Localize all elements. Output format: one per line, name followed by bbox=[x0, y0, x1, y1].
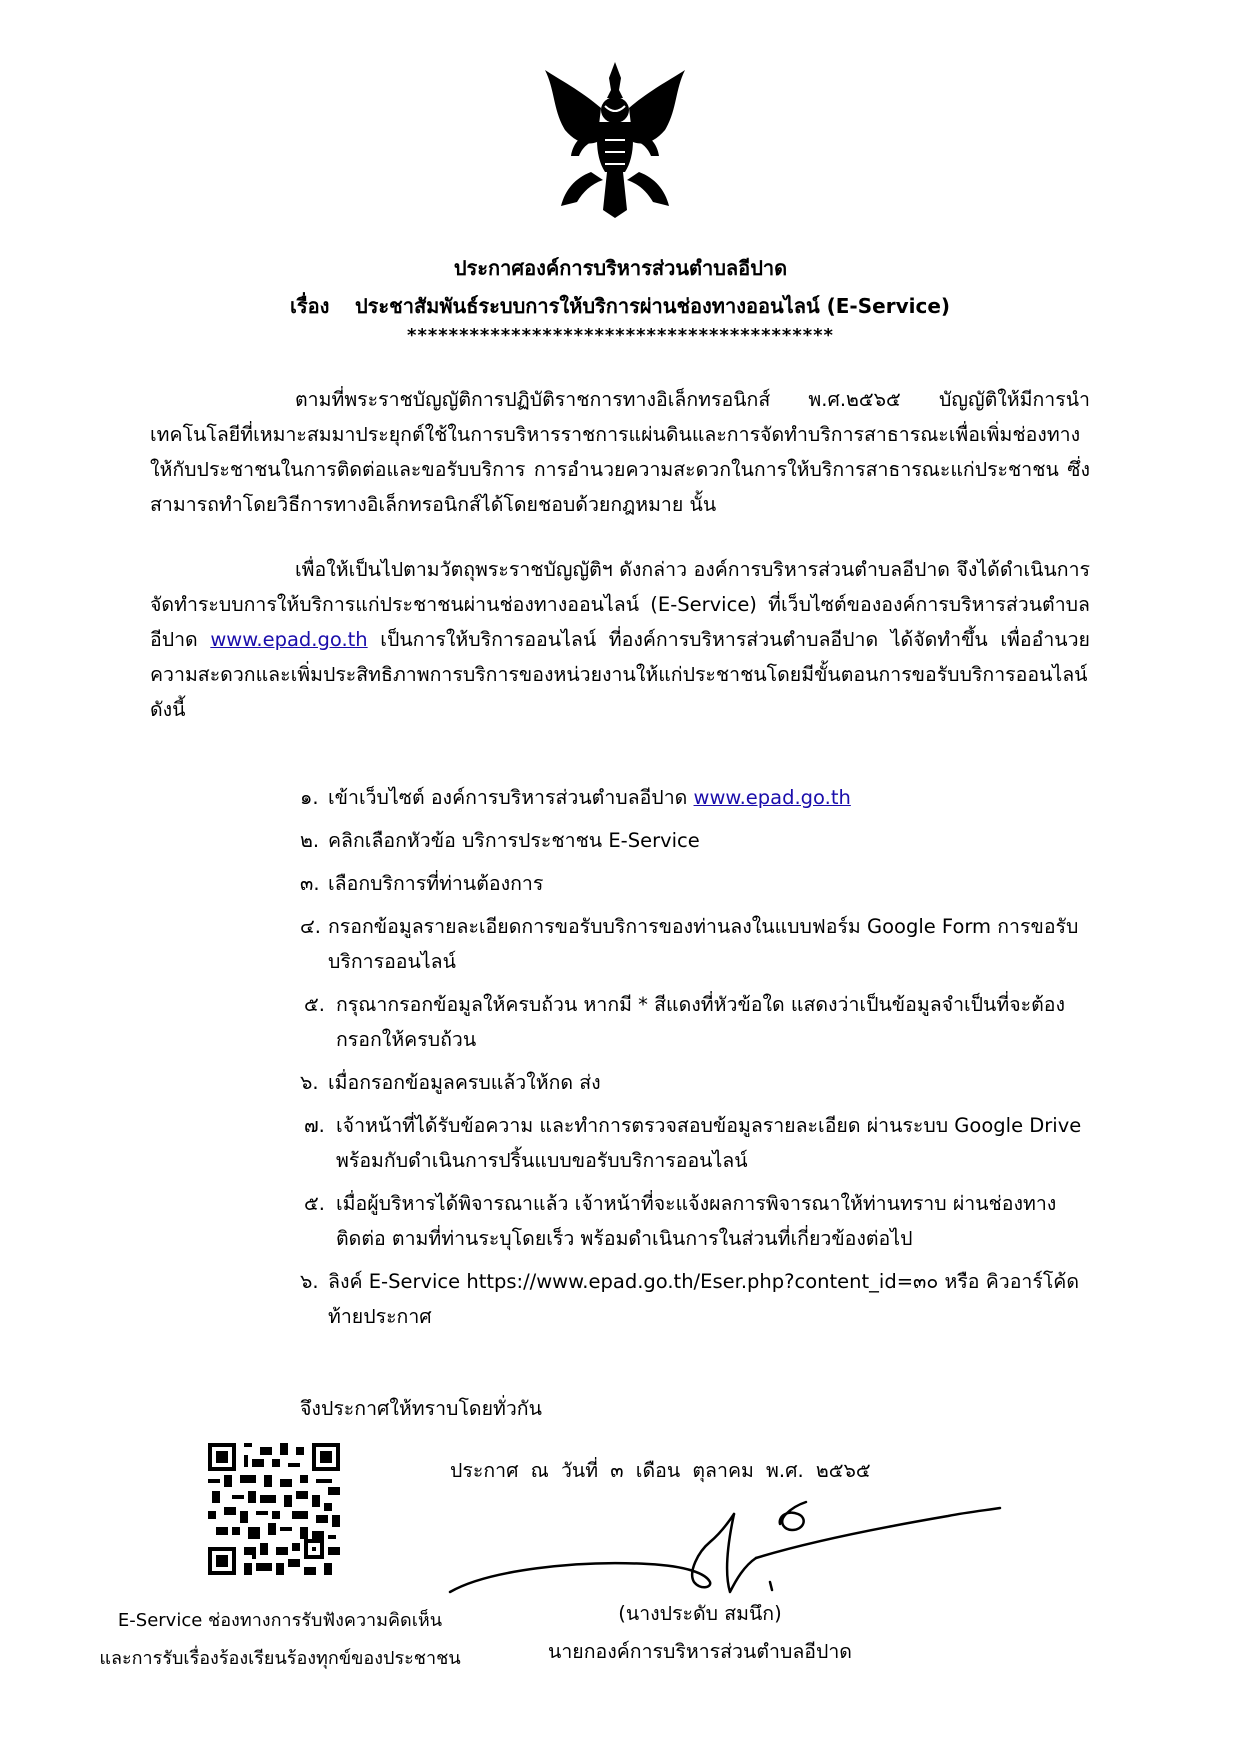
step-number: ๔. bbox=[300, 915, 321, 938]
step-number: ๓. bbox=[300, 872, 320, 895]
step-number: ๗. bbox=[304, 1114, 325, 1137]
paragraph-2-text-b: เป็นการให้บริการออนไลน์ ที่องค์การบริหารส่วนตำบลอีปาด ได้จัดทำขึ้น เพื่ออำนวยความสะดวกและเพิ่มประสิทธิภาพการบริการของหน่วยงานให้แก่ประชาชนโดยมีขั้นตอนการขอรับบริการออนไลน์ ดังนี้ bbox=[150, 628, 1090, 721]
step-text: กรุณากรอกข้อมูลให้ครบถ้วน หากมี * สีแดงที่หัวข้อใด แสดงว่าเป็นข้อมูลจำเป็นที่จะต้องกรอกให้ครบถ้วน bbox=[336, 993, 1066, 1051]
list-item bbox=[300, 1065, 1090, 1100]
paragraph-2 bbox=[150, 552, 1090, 727]
paragraph-1-text: ตามที่พระราชบัญญัติการปฏิบัติราชการทางอิเล็กทรอนิกส์ พ.ศ.๒๕๖๕ บัญญัติให้มีการนำเทคโนโลยีที่เหมาะสมมาประยุกต์ใช้ในการบริหารราชการแผ่นดินและการจัดทำบริการสาธารณะเพื่อเพิ่มช่องทางให้กับประชาชนในการติดต่อและขอรับบริการ การอำนวยความสะดวกในการให้บริการสาธารณะแก่ประชาชน ซึ่งสามารถทำโดยวิธีการทางอิเล็กทรอนิกส์ได้โดยชอบด้วยกฎหมาย นั้น bbox=[150, 388, 1090, 516]
list-item bbox=[300, 1186, 1090, 1256]
separator-line: ***************************************** bbox=[407, 325, 834, 346]
paragraph-1 bbox=[150, 382, 1090, 522]
step-text: เจ้าหน้าที่ได้รับข้อความ และทำการตรวจสอบข้อมูลรายละเอียด ผ่านระบบ Google Drive พร้อมกับดำเนินการปริ้นแบบขอรับบริการออนไลน์ bbox=[336, 1114, 1082, 1172]
signature-icon bbox=[448, 1462, 1008, 1612]
signer-position: นายกองค์การบริหารส่วนตำบลอีปาด bbox=[548, 1640, 852, 1663]
step-text: คลิกเลือกหัวข้อ บริการประชาชน E-Service bbox=[328, 829, 700, 852]
step-text: เมื่อกรอกข้อมูลครบแล้วให้กด ส่ง bbox=[328, 1071, 601, 1094]
step-number: ๒. bbox=[300, 829, 320, 852]
list-item bbox=[300, 780, 1090, 815]
steps-list bbox=[300, 780, 1090, 1342]
list-item bbox=[300, 866, 1090, 901]
step-number: ๑. bbox=[300, 786, 319, 809]
signer-block bbox=[500, 1595, 900, 1671]
step-number: ๖. bbox=[300, 1270, 319, 1293]
list-item bbox=[300, 987, 1090, 1057]
website-link[interactable]: www.epad.go.th bbox=[210, 628, 368, 651]
list-item bbox=[300, 823, 1090, 858]
announcement-date: ประกาศ ณ วันที่ ๓ เดือน ตุลาคม พ.ศ. ๒๕๖๕ bbox=[450, 1459, 871, 1482]
list-item bbox=[300, 909, 1090, 979]
subject-label: เรื่อง bbox=[290, 294, 330, 318]
step-text: เข้าเว็บไซต์ องค์การบริหารส่วนตำบลอีปาด bbox=[328, 786, 694, 809]
signer-name: (นางประดับ สมนึก) bbox=[618, 1602, 782, 1625]
list-item bbox=[300, 1108, 1090, 1178]
step-number: ๕. bbox=[304, 1192, 325, 1215]
subject-text: ประชาสัมพันธ์ระบบการให้บริการผ่านช่องทางออนไลน์ (E-Service) bbox=[354, 294, 951, 318]
announcement-subject bbox=[290, 290, 950, 322]
garuda-emblem-icon bbox=[525, 60, 705, 218]
step-number: ๕. bbox=[304, 993, 325, 1016]
step-text: เลือกบริการที่ท่านต้องการ bbox=[328, 872, 544, 895]
qr-caption-line-2: และการรับเรื่องร้องเรียนร้องทุกข์ของประชาชน bbox=[99, 1648, 461, 1669]
qr-caption bbox=[80, 1602, 480, 1678]
step-number: ๖. bbox=[300, 1071, 319, 1094]
qr-caption-line-1: E-Service ช่องทางการรับฟังความคิดเห็น bbox=[117, 1610, 443, 1631]
announcement-title: ประกาศองค์การบริหารส่วนตำบลอีปาด bbox=[453, 256, 788, 280]
step-text: กรอกข้อมูลรายละเอียดการขอรับบริการของท่านลงในแบบฟอร์ม Google Form การขอรับบริการออนไลน์ bbox=[328, 915, 1079, 973]
paragraph-2-text-a: เพื่อให้เป็นไปตามวัตถุพระราชบัญญัติฯ ดังกล่าว องค์การบริหารส่วนตำบลอีปาด จึงได้ดำเนินการจัดทำระบบการให้บริการแก่ประชาชนผ่านช่องทางออนไลน์ (E-Service) ที่เว็บไซต์ขององค์การบริหารส่วนตำบลอีปาด bbox=[150, 558, 1090, 651]
qr-code-icon[interactable] bbox=[208, 1443, 340, 1575]
step-text: เมื่อผู้บริหารได้พิจารณาแล้ว เจ้าหน้าที่จะแจ้งผลการพิจารณาให้ท่านทราบ ผ่านช่องทางติดต่อ ตามที่ท่านระบุโดยเร็ว พร้อมดำเนินการในส่วนที่เกี่ยวข้องต่อไป bbox=[336, 1192, 1057, 1250]
closing-text: จึงประกาศให้ทราบโดยทั่วกัน bbox=[300, 1397, 542, 1420]
step-website-link[interactable]: www.epad.go.th bbox=[693, 786, 851, 809]
list-item bbox=[300, 1264, 1090, 1334]
step-text: ลิงค์ E-Service https://www.epad.go.th/Eser.php?content_id=๓๐ หรือ คิวอาร์โค้ดท้ายประกาศ bbox=[328, 1270, 1080, 1328]
